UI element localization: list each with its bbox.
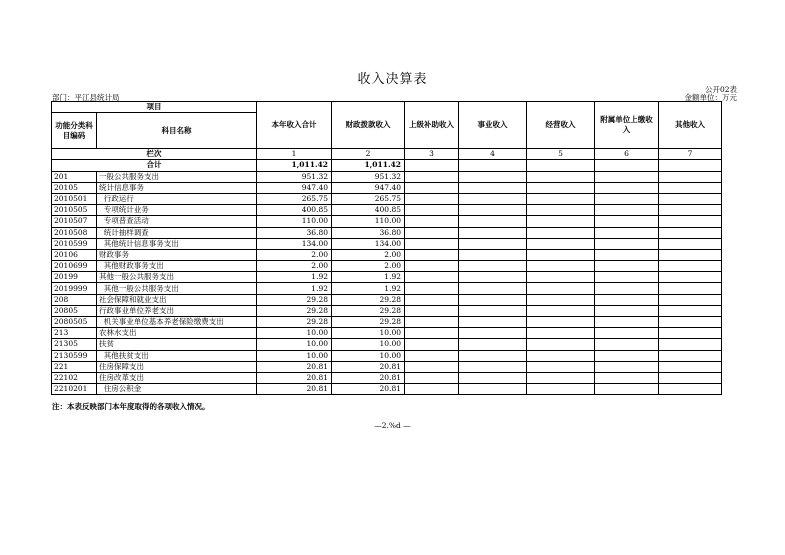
row-name: 统计抽样调查 [97,227,257,238]
empty-cell [659,283,722,294]
empty-cell [527,261,595,272]
table-row [52,216,722,227]
empty-cell [459,171,527,182]
empty-cell [405,193,459,204]
table-row [52,339,722,350]
empty-cell [595,339,659,350]
row-total-value: 10.00 [257,328,332,339]
row-code: 20105 [52,182,97,193]
empty-cell [659,216,722,227]
table-row [52,294,722,305]
empty-cell [595,182,659,193]
table-row [52,193,722,204]
row-total-value: 947.40 [257,182,332,193]
empty-cell [659,317,722,328]
empty-cell [595,171,659,182]
empty-cell [659,261,722,272]
item-header: 项目 [52,102,257,113]
col-header: 上级补助收入 [405,102,459,149]
table-row [52,317,722,328]
empty-cell [405,350,459,361]
empty-cell [595,372,659,383]
total-label: 合计 [52,160,257,171]
empty-cell [405,171,459,182]
empty-cell [527,372,595,383]
row-fiscal-value: 265.75 [332,193,405,204]
row-total-value: 29.28 [257,305,332,316]
row-name: 行政事业单位养老支出 [97,305,257,316]
empty-cell [527,350,595,361]
empty-cell [659,205,722,216]
table-row [52,171,722,182]
col-number: 6 [595,149,659,160]
row-total-value: 29.28 [257,294,332,305]
empty-cell [405,182,459,193]
row-name: 专项统计业务 [97,205,257,216]
row-code: 2080505 [52,317,97,328]
row-name: 统计信息事务 [97,182,257,193]
empty-cell [595,305,659,316]
empty-cell [659,193,722,204]
row-name: 其他一般公共服务支出 [97,283,257,294]
empty-cell [659,384,722,395]
row-fiscal-value: 2.00 [332,249,405,260]
empty-cell [405,305,459,316]
empty-cell [595,160,659,171]
empty-cell [595,261,659,272]
empty-cell [527,339,595,350]
empty-cell [527,193,595,204]
empty-cell [405,249,459,260]
empty-cell [527,328,595,339]
empty-cell [459,294,527,305]
empty-cell [659,328,722,339]
col-header: 财政拨款收入 [332,102,405,149]
empty-cell [405,372,459,383]
row-code: 2010508 [52,227,97,238]
total-value: 1,011.42 [257,160,332,171]
row-name: 其他统计信息事务支出 [97,238,257,249]
col-number: 4 [459,149,527,160]
empty-cell [659,339,722,350]
table-row [52,361,722,372]
empty-cell [459,361,527,372]
empty-cell [405,283,459,294]
col-number: 5 [527,149,595,160]
empty-cell [527,283,595,294]
empty-cell [527,249,595,260]
empty-cell [459,238,527,249]
empty-cell [595,272,659,283]
row-code: 2010599 [52,238,97,249]
col-header: 其他收入 [659,102,722,149]
row-total-value: 1.92 [257,283,332,294]
empty-cell [527,171,595,182]
empty-cell [459,205,527,216]
empty-cell [659,171,722,182]
row-fiscal-value: 29.28 [332,305,405,316]
empty-cell [405,384,459,395]
table-row [52,272,722,283]
col-header: 本年收入合计 [257,102,332,149]
unit-label: 金额单位：万元 [684,93,737,102]
name-header: 科目名称 [97,113,257,149]
row-total-value: 20.81 [257,372,332,383]
empty-cell [659,361,722,372]
empty-cell [595,350,659,361]
col-number: 1 [257,149,332,160]
lanci-label: 栏次 [52,149,257,160]
row-code: 2210201 [52,384,97,395]
row-code: 22102 [52,372,97,383]
table-note: 注：本表反映部门本年度取得的各项收入情况。 [52,402,210,411]
row-code: 208 [52,294,97,305]
empty-cell [459,261,527,272]
empty-cell [595,384,659,395]
empty-cell [659,372,722,383]
empty-cell [659,294,722,305]
empty-cell [405,272,459,283]
table-row [52,205,722,216]
empty-cell [527,317,595,328]
empty-cell [527,384,595,395]
row-name: 扶贫 [97,339,257,350]
empty-cell [527,182,595,193]
table-row [52,350,722,361]
empty-cell [527,160,595,171]
empty-cell [659,182,722,193]
table-row [52,182,722,193]
empty-cell [595,317,659,328]
empty-cell [659,350,722,361]
row-name: 其他财政事务支出 [97,261,257,272]
row-fiscal-value: 20.81 [332,384,405,395]
col-number: 2 [332,149,405,160]
empty-cell [527,294,595,305]
row-total-value: 265.75 [257,193,332,204]
empty-cell [595,205,659,216]
empty-cell [595,227,659,238]
row-total-value: 1.92 [257,272,332,283]
empty-cell [405,328,459,339]
empty-cell [459,227,527,238]
empty-cell [659,305,722,316]
empty-cell [459,182,527,193]
row-fiscal-value: 400.85 [332,205,405,216]
total-value: 1,011.42 [332,160,405,171]
empty-cell [405,216,459,227]
table-row [52,238,722,249]
row-name: 住房公积金 [97,384,257,395]
empty-cell [459,350,527,361]
row-code: 21305 [52,339,97,350]
row-total-value: 134.00 [257,238,332,249]
col-header: 事业收入 [459,102,527,149]
empty-cell [659,272,722,283]
row-fiscal-value: 20.81 [332,372,405,383]
empty-cell [595,193,659,204]
empty-cell [459,328,527,339]
row-code: 20199 [52,272,97,283]
empty-cell [459,216,527,227]
row-total-value: 29.28 [257,317,332,328]
row-name: 财政事务 [97,249,257,260]
row-code: 221 [52,361,97,372]
row-fiscal-value: 36.80 [332,227,405,238]
empty-cell [459,193,527,204]
row-name: 专项普查活动 [97,216,257,227]
empty-cell [405,317,459,328]
col-header: 经营收入 [527,102,595,149]
row-code: 213 [52,328,97,339]
empty-cell [405,294,459,305]
row-total-value: 36.80 [257,227,332,238]
row-fiscal-value: 10.00 [332,350,405,361]
empty-cell [405,361,459,372]
table-row [52,227,722,238]
row-code: 2130599 [52,350,97,361]
row-name: 行政运行 [97,193,257,204]
row-total-value: 110.00 [257,216,332,227]
row-total-value: 20.81 [257,384,332,395]
row-total-value: 10.00 [257,339,332,350]
table-row [52,384,722,395]
table-row [52,283,722,294]
form-number: 公开02表 [704,85,737,94]
empty-cell [659,227,722,238]
row-code: 2010507 [52,216,97,227]
row-name: 住房保障支出 [97,361,257,372]
table-row [52,261,722,272]
row-name: 住房改革支出 [97,372,257,383]
row-fiscal-value: 1.92 [332,272,405,283]
empty-cell [405,205,459,216]
empty-cell [459,160,527,171]
page-footer: —2.%d — [374,421,411,430]
row-total-value: 400.85 [257,205,332,216]
row-code: 2010505 [52,205,97,216]
empty-cell [595,283,659,294]
empty-cell [595,238,659,249]
empty-cell [527,361,595,372]
row-fiscal-value: 947.40 [332,182,405,193]
row-code: 201 [52,171,97,182]
row-total-value: 20.81 [257,361,332,372]
row-code: 2010699 [52,261,97,272]
empty-cell [459,339,527,350]
row-total-value: 2.00 [257,249,332,260]
empty-cell [405,227,459,238]
col-number: 7 [659,149,722,160]
empty-cell [659,238,722,249]
row-fiscal-value: 29.28 [332,317,405,328]
table-row [52,372,722,383]
empty-cell [527,227,595,238]
empty-cell [595,361,659,372]
row-code: 2019999 [52,283,97,294]
page-title: 收入决算表 [357,72,428,87]
row-fiscal-value: 2.00 [332,261,405,272]
income-table [51,101,722,395]
empty-cell [595,328,659,339]
row-fiscal-value: 110.00 [332,216,405,227]
empty-cell [459,272,527,283]
row-fiscal-value: 134.00 [332,238,405,249]
empty-cell [527,272,595,283]
empty-cell [527,305,595,316]
empty-cell [405,160,459,171]
table-row [52,249,722,260]
row-fiscal-value: 29.28 [332,294,405,305]
empty-cell [527,205,595,216]
department-label: 部门：平江县统计局 [52,93,120,102]
empty-cell [527,238,595,249]
row-total-value: 2.00 [257,261,332,272]
row-total-value: 10.00 [257,350,332,361]
table-row [52,305,722,316]
table-row [52,328,722,339]
row-fiscal-value: 951.32 [332,171,405,182]
row-name: 社会保障和就业支出 [97,294,257,305]
col-number: 3 [405,149,459,160]
col-header: 附属单位上缴收入 [595,102,659,149]
row-code: 20805 [52,305,97,316]
empty-cell [595,294,659,305]
empty-cell [405,238,459,249]
empty-cell [459,249,527,260]
empty-cell [595,216,659,227]
empty-cell [459,372,527,383]
empty-cell [659,160,722,171]
empty-cell [405,261,459,272]
row-fiscal-value: 10.00 [332,339,405,350]
row-name: 机关事业单位基本养老保险缴费支出 [97,317,257,328]
row-total-value: 951.32 [257,171,332,182]
empty-cell [659,249,722,260]
empty-cell [595,249,659,260]
row-name: 一般公共服务支出 [97,171,257,182]
row-fiscal-value: 20.81 [332,361,405,372]
empty-cell [459,317,527,328]
empty-cell [405,339,459,350]
code-header: 功能分类科目编码 [52,113,97,149]
row-code: 20106 [52,249,97,260]
row-name: 其他扶贫支出 [97,350,257,361]
empty-cell [527,216,595,227]
empty-cell [459,283,527,294]
empty-cell [459,305,527,316]
empty-cell [459,384,527,395]
row-fiscal-value: 10.00 [332,328,405,339]
row-name: 农林水支出 [97,328,257,339]
row-name: 其他一般公共服务支出 [97,272,257,283]
row-fiscal-value: 1.92 [332,283,405,294]
row-code: 2010501 [52,193,97,204]
